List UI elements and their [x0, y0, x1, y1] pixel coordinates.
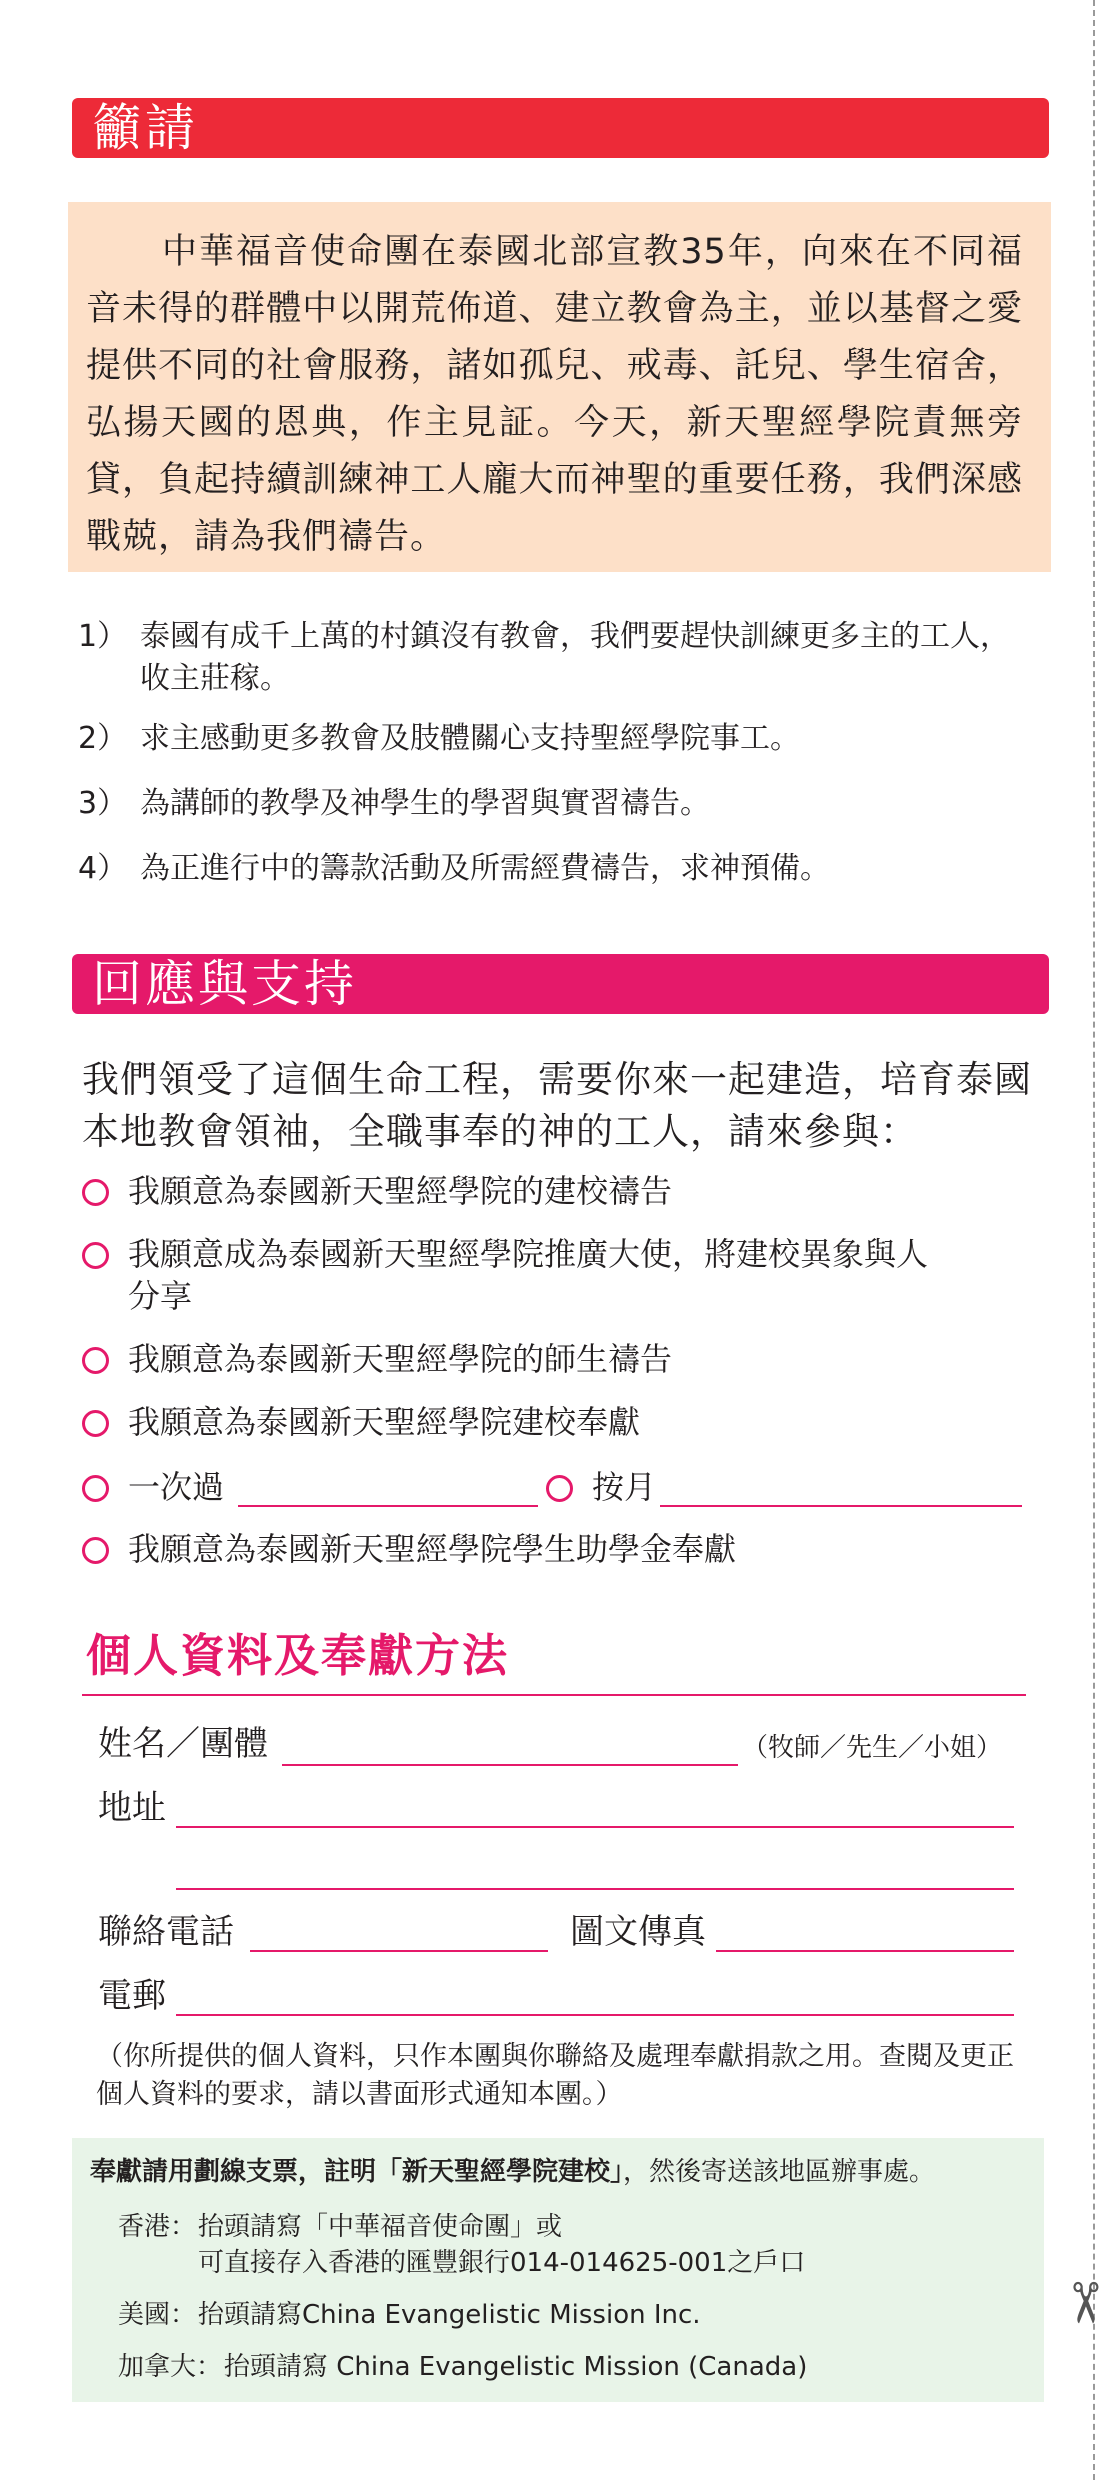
prayer-section-header: [72, 98, 1049, 158]
prayer-item-number: 3）: [78, 786, 128, 821]
us-text: 抬頭請寫China Evangelistic Mission Inc.: [198, 2300, 701, 2330]
prayer-item-text: 泰國有成千上萬的村鎮沒有教會，我們要趕快訓練更多主的工人，收主莊稼。: [140, 619, 1010, 696]
form-title-underline: [82, 1694, 1026, 1696]
option-label: 我願意為泰國新天聖經學院的師生禱告: [128, 1340, 673, 1378]
prayer-item-3: [78, 783, 1038, 825]
payment-heading-rest: ，然後寄送該地區辦事處。: [623, 2157, 936, 2187]
monthly-label: 按月: [592, 1468, 657, 1506]
option-student-bursary[interactable]: [82, 1528, 736, 1570]
prayer-item-1: [78, 616, 1038, 700]
email-label: 電郵: [98, 1976, 166, 2016]
option-monthly[interactable]: [546, 1466, 656, 1508]
phone-label: 聯絡電話: [98, 1912, 234, 1952]
prayer-intro-box: [68, 202, 1051, 572]
option-label: 我願意為泰國新天聖經學院建校奉獻: [128, 1403, 641, 1441]
circle-checkbox-icon[interactable]: [546, 1475, 573, 1502]
response-section-title: 回應與支持: [92, 955, 357, 1013]
prayer-item-number: 2）: [78, 721, 128, 756]
address-field-line-1[interactable]: [176, 1826, 1014, 1828]
form-section-title: 個人資料及奉獻方法: [86, 1629, 510, 1682]
response-section-header: [72, 954, 1049, 1014]
circle-checkbox-icon[interactable]: [82, 1179, 109, 1206]
option-pray-for-construction[interactable]: [82, 1170, 672, 1212]
name-field[interactable]: [282, 1764, 738, 1766]
payment-heading-bold: 奉獻請用劃線支票，註明「新天聖經學院建校」: [90, 2157, 624, 2187]
address-field-line-2[interactable]: [176, 1888, 1014, 1890]
one-time-label: 一次過: [128, 1468, 225, 1506]
cut-line: [1093, 0, 1095, 2480]
response-intro-text: 我們領受了這個生命工程，需要你來一起建造，培育泰國本地教會領袖，全職事奉的神的工人，請來參與：: [82, 1058, 1032, 1153]
prayer-intro-text: 中華福音使命團在泰國北部宣教35年，向來在不同福音未得的群體中以開荒佈道、建立教會為主，並以基督之愛提供不同的社會服務，諸如孤兒、戒毒、託兒、學生宿舍，弘揚天國的恩典，作主見証。今天，新天聖經學院責無旁貸，負起持續訓練神工人龐大而神聖的重要任務，我們深感戰兢，請為我們禱告。: [86, 232, 1023, 557]
prayer-item-text: 求主感動更多教會及肢體關心支持聖經學院事工。: [140, 721, 800, 756]
circle-checkbox-icon[interactable]: [82, 1537, 109, 1564]
option-label: 我願意為泰國新天聖經學院學生助學金奉獻: [128, 1530, 737, 1568]
privacy-note: （你所提供的個人資料，只作本團與你聯絡及處理奉獻捐款之用。查閱及更正個人資料的要求，請以書面形式通知本團。）: [96, 2041, 1014, 2110]
option-label: 我願意為泰國新天聖經學院的建校禱告: [128, 1172, 673, 1210]
scissors-icon: ✂: [1051, 2279, 1116, 2327]
payment-heading: [90, 2152, 935, 2192]
circle-checkbox-icon[interactable]: [82, 1347, 109, 1374]
prayer-item-2: [78, 718, 1038, 760]
ca-label: 加拿大：: [118, 2352, 223, 2382]
us-label: 美國：: [118, 2300, 197, 2330]
phone-field[interactable]: [250, 1950, 548, 1952]
hk-line-1: 抬頭請寫「中華福音使命團」或: [198, 2212, 563, 2242]
fax-label: 圖文傳真: [570, 1912, 706, 1952]
option-donate-construction[interactable]: [82, 1401, 640, 1443]
option-one-time[interactable]: [82, 1466, 224, 1508]
option-ambassador[interactable]: [82, 1233, 982, 1317]
ca-text: 抬頭請寫 China Evangelistic Mission (Canada): [224, 2352, 808, 2382]
fax-field[interactable]: [716, 1950, 1014, 1952]
prayer-item-4: [78, 848, 1038, 890]
hk-label: 香港：: [118, 2212, 197, 2242]
circle-checkbox-icon[interactable]: [82, 1242, 109, 1269]
address-label: 地址: [98, 1788, 166, 1828]
circle-checkbox-icon[interactable]: [82, 1475, 109, 1502]
one-time-amount-field[interactable]: [238, 1505, 538, 1507]
prayer-item-number: 1）: [78, 619, 128, 654]
hk-line-2: 可直接存入香港的匯豐銀行014-014625-001之戶口: [198, 2248, 806, 2278]
payment-instructions-box: [72, 2138, 1044, 2402]
prayer-section-title: 籲請: [92, 99, 198, 157]
prayer-item-text: 為正進行中的籌款活動及所需經費禱告，求神預備。: [140, 851, 830, 886]
title-options: （牧師／先生／小姐）: [742, 1733, 1003, 1763]
name-label: 姓名／團體: [98, 1724, 268, 1764]
circle-checkbox-icon[interactable]: [82, 1410, 109, 1437]
prayer-item-number: 4）: [78, 851, 128, 886]
option-label: 我願意成為泰國新天聖經學院推廣大使，將建校異象與人分享: [128, 1235, 929, 1315]
option-pray-for-teachers-students[interactable]: [82, 1338, 672, 1380]
monthly-amount-field[interactable]: [660, 1505, 1022, 1507]
email-field[interactable]: [176, 2014, 1014, 2016]
prayer-item-text: 為講師的教學及神學生的學習與實習禱告。: [140, 786, 710, 821]
